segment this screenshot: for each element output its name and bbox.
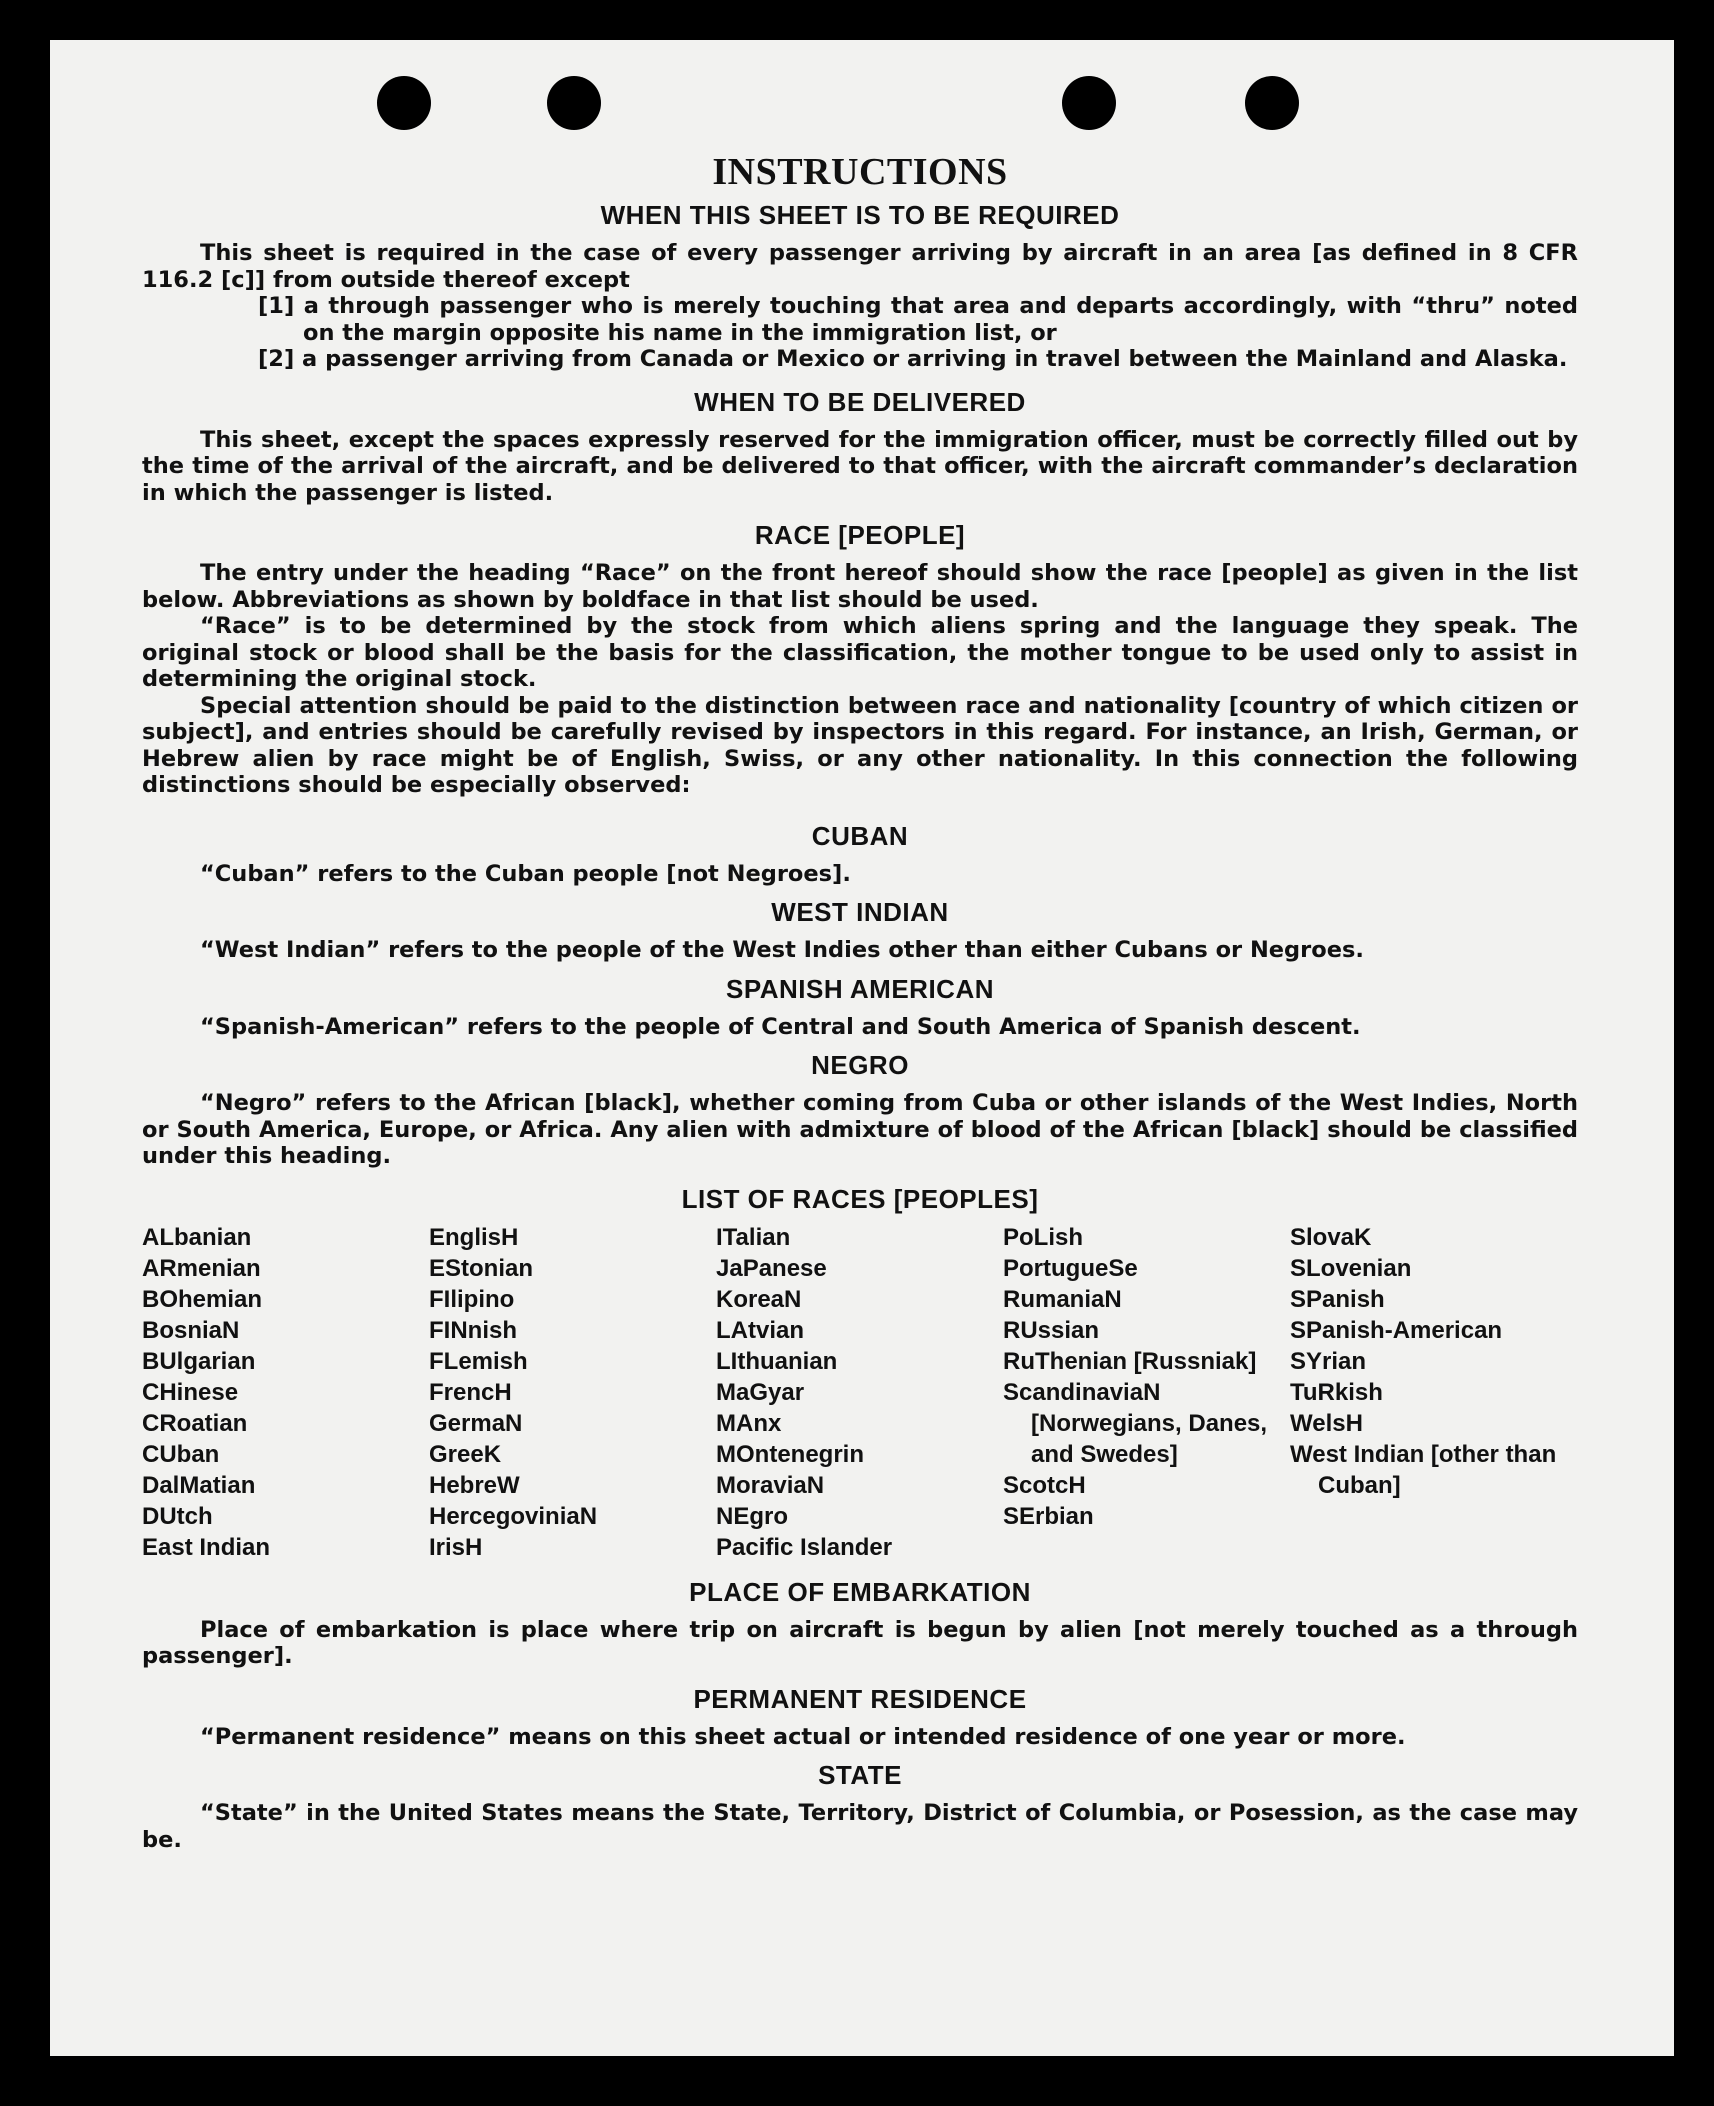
west-indian-text: “West Indian” refers to the people of the West Indies other than either Cubans or Negroes. — [200, 937, 1364, 963]
heading-west-indian: WEST INDIAN — [771, 897, 949, 927]
race-entry: FrencH — [429, 1378, 512, 1406]
heading-negro: NEGRO — [811, 1050, 909, 1080]
heading-cuban: CUBAN — [811, 820, 909, 851]
race-entry: ALbanian — [142, 1223, 252, 1251]
heading-when-required: WHEN THIS SHEET IS TO BE REQUIRED — [600, 200, 1120, 230]
race-entry: GermaN — [429, 1409, 523, 1437]
race-entry: Pacific Islander — [716, 1533, 893, 1561]
race-entry: EStonian — [429, 1254, 534, 1282]
race-entry: NEgro — [716, 1502, 788, 1530]
races-column-2 — [429, 1222, 716, 1563]
race-entry: ARmenian — [142, 1254, 261, 1282]
races-column-5 — [1290, 1222, 1578, 1563]
race-entry: HebreW — [429, 1471, 520, 1499]
race-entry: SYrian — [1290, 1347, 1367, 1375]
race-entry: JaPanese — [716, 1254, 827, 1282]
race-entry: FIlipino — [429, 1285, 515, 1313]
race-entry: MAnx — [716, 1409, 782, 1437]
heading-list-of-races: LIST OF RACES [PEOPLES] — [681, 1183, 1039, 1214]
races-column-4 — [1003, 1222, 1290, 1563]
race-entry: RUssian — [1003, 1316, 1100, 1344]
race-entry: SlovaK — [1290, 1223, 1372, 1251]
when-delivered-text: This sheet, except the spaces expressly reserved for the immigration officer, must be correctly filled out by the time of the arrival of the aircraft, and be delivered to that officer, with the aircraft commander’s declaration in which the passenger is listed. — [142, 426, 1578, 506]
race-entry: IrisH — [429, 1533, 483, 1561]
race-entry: FINnish — [429, 1316, 517, 1344]
race-entry: DalMatian — [142, 1471, 256, 1499]
race-entry: RuThenian [Russniak] — [1003, 1347, 1257, 1375]
when-required-item-1: [1] a through passenger who is merely touching that area and departs accordingly, with “thru” noted on the margin opposite his name in the immigration list, or — [258, 293, 1578, 346]
when-required-item-2: [2] a passenger arriving from Canada or Mexico or arriving in travel between the Mainland and Alaska. — [258, 346, 1568, 372]
race-entry: SErbian — [1003, 1502, 1094, 1530]
heading-embarkation: PLACE OF EMBARKATION — [689, 1576, 1031, 1607]
punch-hole — [1062, 76, 1116, 130]
race-entry: East Indian — [142, 1533, 271, 1561]
race-entry: FLemish — [429, 1347, 528, 1375]
race-entry: LIthuanian — [716, 1347, 838, 1375]
race-entry: BUlgarian — [142, 1347, 256, 1375]
race-entry: ScandinaviaN [Norwegians, Danes, and Swedes] — [1003, 1378, 1268, 1468]
state-text: “State” in the United States means the State, Territory, District of Columbia, or Posession, as the case may be. — [142, 1800, 1578, 1853]
race-entry: SPanish-American — [1290, 1316, 1503, 1344]
race-entry: SLovenian — [1290, 1254, 1412, 1282]
race-entry: HercegoviniaN — [429, 1502, 598, 1530]
race-entry: MOntenegrin — [716, 1440, 864, 1468]
race-entry: EnglisH — [429, 1223, 519, 1251]
race-paragraph-3: Special attention should be paid to the distinction between race and nationality [country of which citizen or subject], and entries should be carefully revised by inspectors in this regard. For instance, an Irish, German, or Hebrew alien by race might be of English, Swiss, or any other nationality. In this connection the following distinctions should be especially observed: — [142, 692, 1578, 798]
race-paragraph-2: “Race” is to be determined by the stock from which aliens spring and the language they speak. The original stock or blood shall be the basis for the classification, the mother tongue to be used only to assist in determining the original stock. — [142, 613, 1578, 692]
race-entry: CHinese — [142, 1378, 239, 1406]
race-entry: DUtch — [142, 1502, 213, 1530]
punch-hole — [1245, 76, 1299, 130]
race-entry: GreeK — [429, 1440, 502, 1468]
race-entry: BosniaN — [142, 1316, 240, 1344]
heading-when-delivered: WHEN TO BE DELIVERED — [694, 386, 1026, 417]
race-entry: KoreaN — [716, 1285, 802, 1313]
race-entry: ITalian — [716, 1223, 791, 1251]
races-list — [142, 1222, 1578, 1563]
race-entry: PortugueSe — [1003, 1254, 1138, 1282]
race-entry: ScotcH — [1003, 1471, 1086, 1499]
race-entry: West Indian [other than Cuban] — [1290, 1440, 1557, 1499]
page-title: INSTRUCTIONS — [712, 151, 1008, 193]
race-entry: TuRkish — [1290, 1378, 1383, 1406]
race-entry: CRoatian — [142, 1409, 248, 1437]
negro-text: “Negro” refers to the African [black], whether coming from Cuba or other islands of the West Indies, North or South America, Europe, or Africa. Any alien with admixture of blood of the African [black] should be classified under this heading. — [142, 1090, 1578, 1169]
race-entry: PoLish — [1003, 1223, 1084, 1251]
race-entry: SPanish — [1290, 1285, 1385, 1313]
race-entry: CUban — [142, 1440, 220, 1468]
race-entry: BOhemian — [142, 1285, 263, 1313]
race-entry: MoraviaN — [716, 1471, 825, 1499]
race-entry: RumaniaN — [1003, 1285, 1122, 1313]
punch-hole — [377, 76, 431, 130]
document-page — [50, 40, 1674, 2056]
permanent-residence-text: “Permanent residence” means on this sheet actual or intended residence of one year or more. — [200, 1723, 1406, 1750]
when-required-intro: This sheet is required in the case of every passenger arriving by aircraft in an area [as defined in 8 CFR 116.2 [c]] from outside thereof except — [142, 240, 1578, 293]
race-entry: MaGyar — [716, 1378, 805, 1406]
race-paragraph-1: The entry under the heading “Race” on the front hereof should show the race [people] as given in the list below. Abbreviations as shown by boldface in that list should be used. — [142, 560, 1578, 613]
punch-hole — [547, 76, 601, 130]
races-column-1 — [142, 1222, 429, 1563]
heading-state: STATE — [818, 1760, 902, 1790]
spanish-american-text: “Spanish-American” refers to the people of Central and South America of Spanish descent. — [200, 1013, 1361, 1040]
cuban-text: “Cuban” refers to the Cuban people [not Negroes]. — [200, 860, 851, 887]
heading-spanish-american: SPANISH AMERICAN — [725, 973, 994, 1004]
embarkation-text: Place of embarkation is place where trip on aircraft is begun by alien [not merely touched as a through passenger]. — [142, 1616, 1578, 1669]
heading-race: RACE [PEOPLE] — [754, 520, 966, 550]
instructions-content — [142, 150, 1578, 1853]
heading-permanent-residence: PERMANENT RESIDENCE — [693, 1683, 1027, 1714]
races-column-3 — [716, 1222, 1003, 1563]
race-entry: LAtvian — [716, 1316, 805, 1344]
race-entry: WelsH — [1290, 1409, 1363, 1437]
